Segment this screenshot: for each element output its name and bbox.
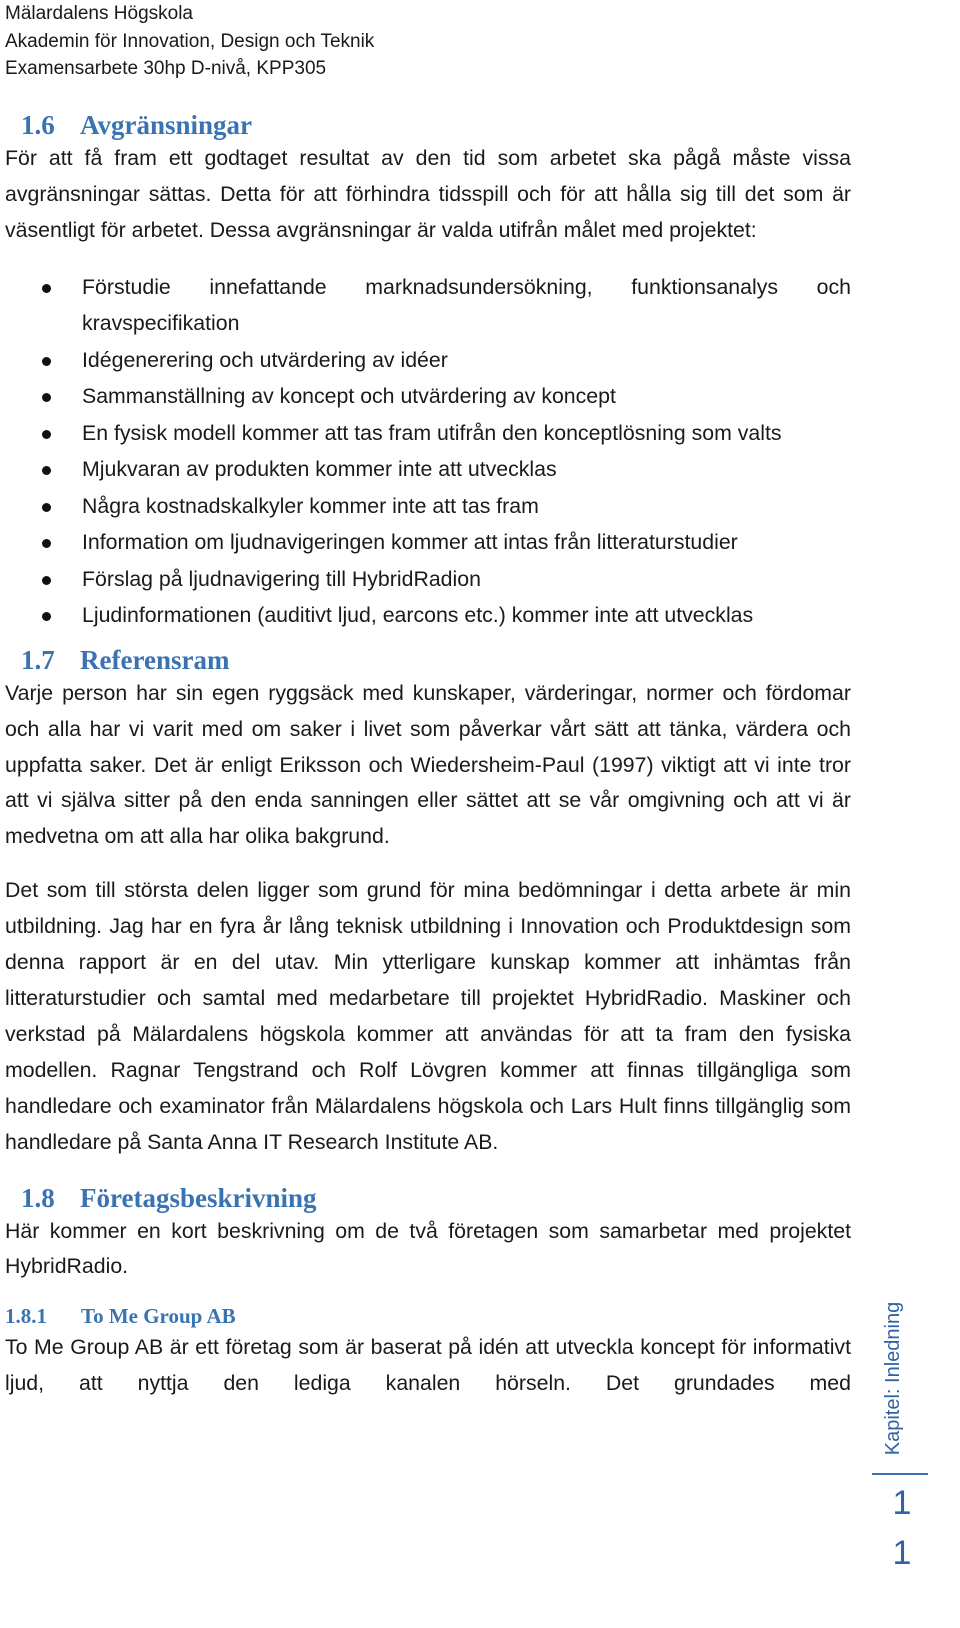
sidebar-divider xyxy=(872,1473,928,1475)
list-item: Sammanställning av koncept och utvärdering av koncept xyxy=(5,378,851,415)
header-academy: Akademin för Innovation, Design och Teknik xyxy=(5,30,375,52)
list-item: En fysisk modell kommer att tas fram utifrån den konceptlösning som valts xyxy=(5,415,851,452)
heading-number: 1.6 xyxy=(21,110,55,140)
paragraph-foretagsbeskrivning: Här kommer en kort beskrivning om de två företagen som samarbetar med projektet HybridRadio. xyxy=(5,1218,851,1279)
heading-title: To Me Group AB xyxy=(81,1304,236,1329)
paragraph-avgransningar: För att få fram ett godtaget resultat av den tid som arbetet ska pågå måste vissa avgränsningar sättas. Detta för att förhindra tidsspill och för att hålla sig till det som är väsentligt för arbetet. Dessa avgränsningar är valda utifrån målet med projektet: xyxy=(5,146,851,242)
heading-number: 1.7 xyxy=(21,644,55,675)
heading-title: Avgränsningar xyxy=(80,110,253,140)
list-item: Förslag på ljudnavigering till HybridRadion xyxy=(5,561,851,598)
list-item: Idégenerering och utvärdering av idéer xyxy=(5,342,851,379)
paragraph-to-me-group: To Me Group AB är ett företag som är baserat på idén att utveckla koncept för informativt ljud, att nyttja den lediga kanalen hörseln. Det grundades med xyxy=(5,1335,851,1396)
heading-title: Referensram xyxy=(80,644,230,675)
header-university: Mälardalens Högskola xyxy=(5,3,193,24)
heading-number: 1.8.1 xyxy=(5,1304,47,1329)
page-header xyxy=(5,0,374,83)
chapter-label: Kapitel: Inledning xyxy=(882,1301,905,1455)
list-item: Förstudie innefattande marknadsundersökning, funktionsanalys och kravspecifikation xyxy=(5,269,851,342)
main-content xyxy=(5,108,851,1402)
bullet-icon xyxy=(42,612,51,621)
bullet-icon xyxy=(42,576,51,585)
heading-avgransningar xyxy=(5,108,851,142)
paragraph-referensram-2: Det som till största delen ligger som grund för mina bedömningar i detta arbete är min utbildning. Jag har en fyra år lång teknisk utbildning i Innovation och Produktdesign som denna rapport är en del utav. Min ytterligare kunskap kommer att inhämtas från litteraturstudier och samtal med medarbetare till projektet HybridRadio. Maskiner och verkstad på Mälardalens högskola kommer att användas för att ta fram den fysiska modellen. Ragnar Tengstrand och Rolf Lövgren kommer att finnas tillgängliga som handledare och examinator från Mälardalens högskola och Lars Hult finns tillgänglig som handledare på Santa Anna IT Research Institute AB. xyxy=(5,878,851,1154)
list-item: Information om ljudnavigeringen kommer att intas från litteraturstudier xyxy=(5,524,851,561)
bullet-icon xyxy=(42,393,51,402)
bullet-icon xyxy=(42,466,51,475)
heading-title: Företagsbeskrivning xyxy=(80,1182,317,1213)
list-item: Ljudinformationen (auditivt ljud, earcons etc.) kommer inte att utvecklas xyxy=(5,597,851,634)
bullet-icon xyxy=(42,284,51,293)
bullet-icon xyxy=(42,430,51,439)
heading-referensram xyxy=(5,643,851,677)
paragraph-referensram-1: Varje person har sin egen ryggsäck med kunskaper, värderingar, normer och fördomar och alla har vi varit med om saker i livet som påverkar vårt sätt att tänka, värdera och uppfatta saker. Det är enligt Eriksson och Wiedersheim-Paul (1997) viktigt att vi inte tror att vi själva sitter på den enda sanningen eller sättet att se vår omgivning och att vi är medvetna om att alla har olika bakgrund. xyxy=(5,680,851,849)
chapter-sidebar xyxy=(868,1290,924,1628)
heading-number: 1.8 xyxy=(21,1182,55,1213)
heading-foretagsbeskrivning xyxy=(5,1181,851,1215)
bullet-icon xyxy=(42,357,51,366)
bullet-icon xyxy=(42,539,51,548)
list-item: Mjukvaran av produkten kommer inte att utvecklas xyxy=(5,451,851,488)
header-course: Examensarbete 30hp D-nivå, KPP305 xyxy=(5,58,327,79)
page-number-digit: 1 xyxy=(892,1534,912,1572)
heading-to-me-group xyxy=(5,1301,851,1331)
list-item: Några kostnadskalkyler kommer inte att tas fram xyxy=(5,488,851,525)
bullet-icon xyxy=(42,503,51,512)
page-number-digit: 1 xyxy=(892,1484,912,1522)
limitations-list xyxy=(5,269,851,634)
